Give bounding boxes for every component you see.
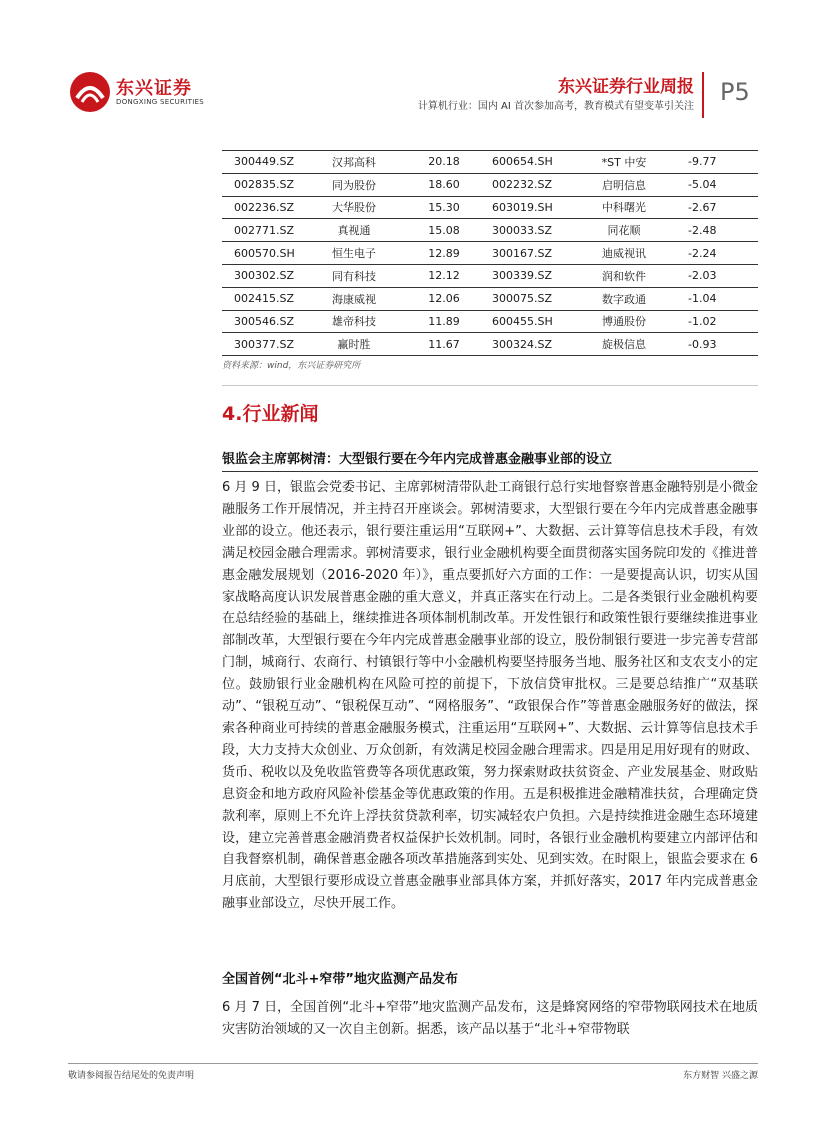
header-divider [702, 72, 704, 118]
table-row [222, 151, 758, 174]
stock-code-cell: 300449.SZ [222, 151, 304, 174]
stock-name-cell: 赢时胜 [304, 333, 404, 356]
stock-name-cell: 恒生电子 [304, 242, 404, 265]
change-value-cell: -1.04 [674, 287, 758, 310]
stock-code-cell: 002232.SZ [484, 173, 574, 196]
change-value-cell: 11.89 [404, 310, 484, 333]
table-row [222, 264, 758, 287]
stock-name-cell: 汉邦高科 [304, 151, 404, 174]
stock-name-cell: 中科曙光 [574, 196, 674, 219]
report-title: 东兴证券行业周报 [558, 77, 694, 97]
change-value-cell: -9.77 [674, 151, 758, 174]
stock-code-cell: 002771.SZ [222, 219, 304, 242]
change-value-cell: 12.89 [404, 242, 484, 265]
stock-code-cell: 300339.SZ [484, 264, 574, 287]
stock-code-cell: 300302.SZ [222, 264, 304, 287]
footer-slogan: 东方财智 兴盛之源 [683, 1071, 758, 1081]
stock-code-cell: 300075.SZ [484, 287, 574, 310]
table-row [222, 333, 758, 356]
table-row [222, 310, 758, 333]
change-value-cell: -2.03 [674, 264, 758, 287]
change-value-cell: 18.60 [404, 173, 484, 196]
change-value-cell: -2.67 [674, 196, 758, 219]
news-headline-1: 银监会主席郭树清：大型银行要在今年内完成普惠金融事业部的设立 [222, 448, 758, 472]
stock-code-cell: 300167.SZ [484, 242, 574, 265]
stock-code-cell: 600455.SH [484, 310, 574, 333]
news-body-1: 6 月 9 日，银监会党委书记、主席郭树清带队赴工商银行总行实地督察普惠金融特别是小微金融服务工作开展情况，并主持召开座谈会。郭树清要求，大型银行要在今年内完成普惠金融事业部的设立。他还表示，银行要注重运用“互联网+”、大数据、云计算等信息技术手段，有效满足校园金融合理需求。郭树清要求，银行业金融机构要全面贯彻落实国务院印发的《推进普惠金融发展规划（2016-2020 年）》，重点要抓好六方面的工作：一是要提高认识，切实从国家战略高度认识发展普惠金融的重大意义，并真正落实在行动上。二是各类银行业金融机构要在总结经验的基础上，继续推进各项体制机制改革。开发性银行和政策性银行要继续推进事业部制改革，大型银行要在今年内完成普惠金融事业部的设立，股份制银行要进一步完善专营部门制，城商行、农商行、村镇银行等中小金融机构要坚持服务当地、服务社区和支农支小的定位。鼓励银行业金融机构在风险可控的前提下，下放信贷审批权。三是要总结推广“双基联动”、“银税互动”、“银税保互动”、“网格服务”、“政银保合作”等普惠金融服务好的做法，探索各种商业可持续的普惠金融服务模式，注重运用“互联网+”、大数据、云计算等信息技术手段，大力支持大众创业、万众创新，有效满足校园金融合理需求。四是用足用好现有的财政、货币、税收以及免收监管费等各项优惠政策，努力探索财政扶贫资金、产业发展基金、财政贴息资金和地方政府风险补偿基金等优惠政策的作用。五是积极推进金融精准扶贫，合理确定贷款利率，原则上不允许上浮扶贫贷款利率，切实减轻农户负担。六是持续推进金融生态环境建设，建立完善普惠金融消费者权益保护长效机制。同时，各银行业金融机构要建立内部评估和自我督察机制，确保普惠金融各项改革措施落到实处、见到实效。在时限上，银监会要求在 6 月底前，大型银行要形成设立普惠金融事业部具体方案，并抓好落实，2017 年内完成普惠金融事业部设立，尽快开展工作。 [222, 480, 758, 912]
stock-code-cell: 002415.SZ [222, 287, 304, 310]
stock-name-cell: 同有科技 [304, 264, 404, 287]
stock-name-cell: 真视通 [304, 219, 404, 242]
stock-name-cell: 大华股份 [304, 196, 404, 219]
stock-name-cell: 海康威视 [304, 287, 404, 310]
change-value-cell: -0.93 [674, 333, 758, 356]
stock-name-cell: 启明信息 [574, 173, 674, 196]
change-value-cell: 12.06 [404, 287, 484, 310]
logo-emblem-icon [68, 70, 112, 114]
stock-name-cell: 博通股份 [574, 310, 674, 333]
table-row [222, 173, 758, 196]
change-value-cell: 12.12 [404, 264, 484, 287]
stock-name-cell: 同花顺 [574, 219, 674, 242]
stock-code-cell: 300546.SZ [222, 310, 304, 333]
news-headline-2: 全国首例“北斗+窄带”地灾监测产品发布 [222, 972, 458, 987]
change-value-cell: 15.30 [404, 196, 484, 219]
stock-name-cell: 数字政通 [574, 287, 674, 310]
change-value-cell: 15.08 [404, 219, 484, 242]
change-value-cell: -1.02 [674, 310, 758, 333]
logo-en-text: DONGXING SECURITIES [116, 98, 205, 106]
footer-divider [68, 1063, 758, 1064]
stock-code-cell: 600654.SH [484, 151, 574, 174]
stock-name-cell: 润和软件 [574, 264, 674, 287]
company-logo [68, 70, 208, 114]
table-source: 资料来源：wind，东兴证券研究所 [222, 361, 361, 371]
news-body-2: 6 月 7 日，全国首例“北斗+窄带”地灾监测产品发布，这是蜂窝网络的窄带物联网技术在地质灾害防治领域的又一次自主创新。据悉，该产品以基于“北斗+窄带物联 [222, 1000, 758, 1037]
stock-code-cell: 002835.SZ [222, 173, 304, 196]
stock-name-cell: *ST 中安 [574, 151, 674, 174]
change-value-cell: -2.48 [674, 219, 758, 242]
stock-code-cell: 300033.SZ [484, 219, 574, 242]
stock-code-cell: 603019.SH [484, 196, 574, 219]
stock-code-cell: 002236.SZ [222, 196, 304, 219]
stock-name-cell: 同为股份 [304, 173, 404, 196]
logo-cn-text: 东兴证券 [116, 78, 192, 99]
stock-name-cell: 雄帝科技 [304, 310, 404, 333]
table-row [222, 219, 758, 242]
change-value-cell: 20.18 [404, 151, 484, 174]
footer-disclaimer: 敬请参阅报告结尾处的免责声明 [68, 1071, 195, 1081]
stock-change-table [222, 150, 758, 356]
stock-code-cell: 300377.SZ [222, 333, 304, 356]
page-number: P5 [720, 78, 750, 106]
stock-name-cell: 迪威视讯 [574, 242, 674, 265]
table-row [222, 287, 758, 310]
change-value-cell: 11.67 [404, 333, 484, 356]
report-subtitle: 计算机行业：国内 AI 首次参加高考，教育模式有望变革引关注 [417, 101, 694, 112]
table-row [222, 242, 758, 265]
section-title: 4.行业新闻 [222, 403, 319, 425]
section-divider [222, 385, 758, 386]
table-row [222, 196, 758, 219]
stock-code-cell: 600570.SH [222, 242, 304, 265]
stock-name-cell: 旋极信息 [574, 333, 674, 356]
change-value-cell: -2.24 [674, 242, 758, 265]
change-value-cell: -5.04 [674, 173, 758, 196]
stock-code-cell: 300324.SZ [484, 333, 574, 356]
